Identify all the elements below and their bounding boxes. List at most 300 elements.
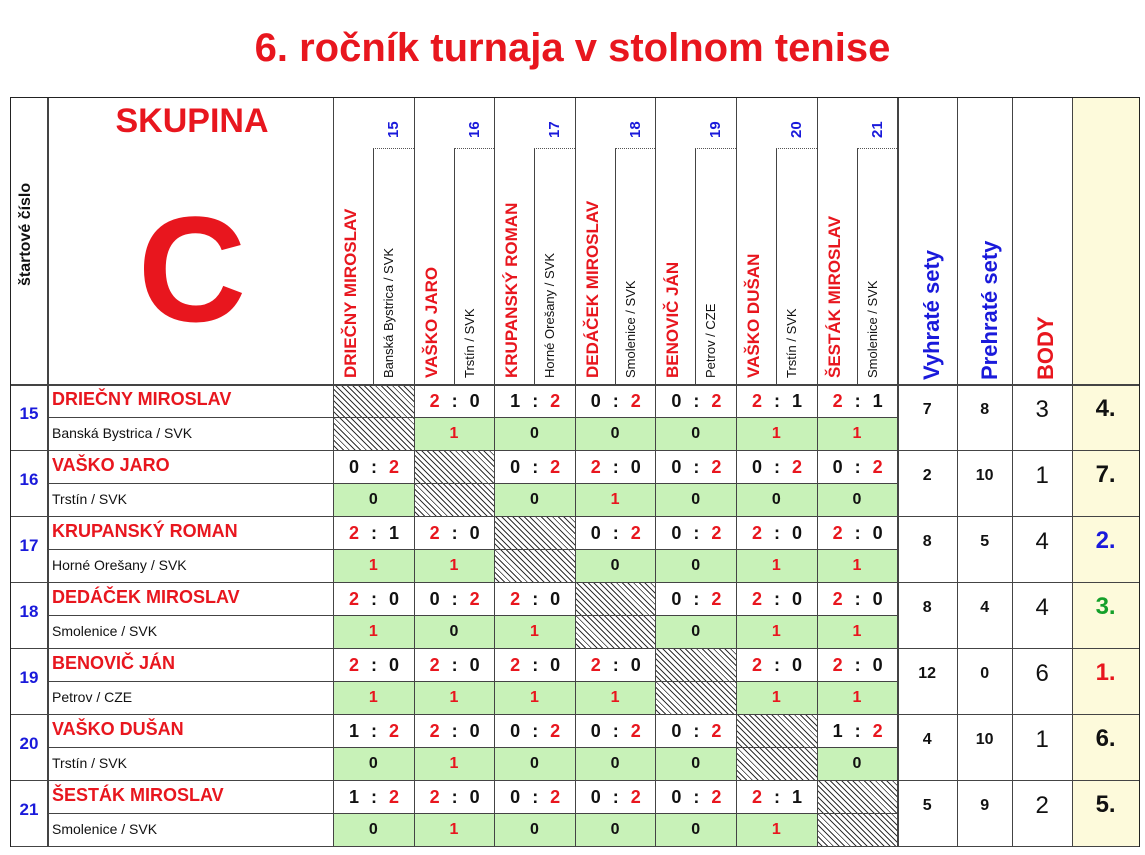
match-points: 1 — [368, 689, 378, 706]
match-points: 1 — [771, 425, 781, 442]
col-num-divider — [615, 148, 656, 149]
row-player-name: VAŠKO JARO — [52, 455, 170, 475]
score-home: 2 — [751, 589, 762, 609]
match-points: 1 — [610, 689, 620, 706]
match-points: 1 — [852, 623, 862, 640]
match-points: 1 — [610, 491, 620, 508]
score-away: 2 — [872, 721, 883, 741]
match-score — [736, 782, 817, 812]
column-player-club: Trstín / SVK — [461, 308, 477, 378]
row-player-name: KRUPANSKÝ ROMAN — [52, 521, 238, 541]
col-num-divider — [373, 148, 414, 149]
score-separator: : — [693, 391, 700, 411]
score-away: 2 — [630, 523, 641, 543]
match-score — [817, 716, 898, 746]
match-score — [575, 782, 656, 812]
match-points: 1 — [771, 689, 781, 706]
score-away: 2 — [630, 391, 641, 411]
score-away: 0 — [791, 655, 802, 675]
col-sub-line — [695, 148, 696, 384]
column-player-name: DRIEČNY MIROSLAV — [341, 208, 360, 378]
match-score — [655, 452, 736, 482]
column-start-number: 20 — [788, 121, 805, 138]
lost-sets-value: 10 — [975, 467, 994, 484]
match-points: 1 — [771, 623, 781, 640]
column-start-number: 15 — [385, 121, 402, 138]
grid-hline-half — [47, 615, 897, 616]
score-away: 2 — [550, 721, 561, 741]
score-away: 1 — [791, 787, 802, 807]
score-separator: : — [612, 523, 619, 543]
column-player-club: Horné Orešany / SVK — [542, 253, 558, 378]
match-score — [333, 716, 414, 746]
score-separator: : — [451, 787, 458, 807]
match-points: 0 — [449, 623, 459, 640]
match-score — [817, 584, 898, 614]
row-player-club: Smolenice / SVK — [52, 623, 158, 639]
rank-value: 7. — [1095, 461, 1116, 488]
score-separator: : — [774, 391, 780, 411]
score-home: 1 — [348, 787, 359, 807]
match-score — [575, 650, 656, 680]
match-score — [575, 518, 656, 548]
match-score — [414, 386, 495, 416]
col-sub-line — [373, 148, 374, 384]
score-away: 0 — [469, 787, 480, 807]
row-start-number: 17 — [19, 536, 39, 555]
column-player-club: Petrov / CZE — [703, 303, 719, 378]
score-home: 1 — [348, 721, 359, 741]
score-away: 2 — [791, 457, 802, 477]
score-separator: : — [612, 655, 619, 675]
row-start-number: 15 — [19, 404, 39, 423]
match-points: 1 — [771, 821, 781, 838]
match-score — [414, 782, 495, 812]
start-number-header: štartové číslo — [17, 182, 34, 286]
match-score — [736, 518, 817, 548]
score-home: 0 — [510, 457, 521, 477]
score-separator: : — [371, 589, 377, 609]
score-away: 0 — [872, 655, 883, 675]
score-separator: : — [371, 787, 377, 807]
score-home: 2 — [429, 721, 440, 741]
score-separator: : — [693, 787, 700, 807]
score-home: 0 — [590, 721, 601, 741]
row-start-number: 18 — [19, 602, 39, 621]
won-sets-value: 12 — [918, 665, 937, 682]
col-sub-line — [857, 148, 858, 384]
score-home: 0 — [590, 787, 601, 807]
score-home: 2 — [348, 523, 359, 543]
score-separator: : — [854, 457, 861, 477]
score-away: 0 — [872, 523, 883, 543]
match-score — [817, 452, 898, 482]
score-home: 0 — [429, 589, 440, 609]
points-value: 1 — [1035, 462, 1049, 489]
score-home: 2 — [832, 589, 843, 609]
match-score — [333, 518, 414, 548]
score-home: 0 — [671, 391, 682, 411]
points-value: 4 — [1035, 528, 1049, 555]
score-home: 0 — [671, 787, 682, 807]
score-separator: : — [371, 721, 377, 741]
row-start-number: 16 — [19, 470, 39, 489]
row-start-number: 21 — [19, 800, 39, 819]
match-points: 1 — [368, 557, 378, 574]
score-separator: : — [451, 721, 458, 741]
match-score — [414, 716, 495, 746]
match-score — [414, 650, 495, 680]
match-score — [736, 386, 817, 416]
won-sets-value: 2 — [922, 467, 932, 484]
match-points: 0 — [530, 821, 539, 838]
match-score — [575, 716, 656, 746]
score-home: 2 — [751, 523, 762, 543]
column-player-name: ŠESTÁK MIROSLAV — [824, 215, 844, 378]
match-points: 0 — [610, 425, 620, 442]
match-points: 0 — [530, 755, 539, 772]
score-separator: : — [451, 589, 458, 609]
grid-vline-thick — [48, 98, 49, 846]
rank-header-bg — [1072, 98, 1139, 384]
lost-sets-header: Prehraté sety — [977, 240, 1002, 380]
score-home: 2 — [429, 787, 440, 807]
grid-hline — [11, 450, 1139, 451]
match-points: 0 — [368, 491, 378, 508]
page-title: 6. ročník turnaja v stolnom tenise — [254, 26, 891, 70]
grid-hline-half — [47, 813, 897, 814]
score-home: 2 — [832, 523, 843, 543]
score-home: 0 — [590, 523, 601, 543]
score-away: 2 — [872, 457, 883, 477]
score-separator: : — [532, 391, 539, 411]
match-points: 1 — [449, 689, 459, 706]
match-score — [575, 452, 656, 482]
column-player-club: Banská Bystrica / SVK — [381, 247, 396, 378]
score-home: 2 — [751, 391, 762, 411]
match-points: 1 — [852, 425, 862, 442]
match-points: 0 — [368, 821, 378, 838]
score-separator: : — [854, 523, 861, 543]
match-score — [494, 584, 575, 614]
score-away: 0 — [388, 655, 399, 675]
won-sets-value: 8 — [922, 533, 932, 550]
score-home: 0 — [348, 457, 359, 477]
score-home: 2 — [590, 457, 601, 477]
score-away: 0 — [791, 523, 802, 543]
match-points: 0 — [852, 491, 862, 508]
score-home: 1 — [832, 721, 843, 741]
match-score — [736, 650, 817, 680]
score-away: 0 — [469, 721, 480, 741]
grid-hline — [11, 846, 1139, 847]
score-away: 0 — [469, 391, 480, 411]
row-player-name: DRIEČNY MIROSLAV — [52, 389, 232, 409]
score-away: 0 — [550, 655, 561, 675]
won-sets-value: 5 — [922, 797, 932, 814]
match-points: 0 — [852, 755, 862, 772]
score-separator: : — [693, 523, 700, 543]
score-away: 2 — [711, 523, 722, 543]
points-value: 3 — [1035, 396, 1049, 423]
score-separator: : — [371, 655, 377, 675]
match-points: 0 — [530, 491, 539, 508]
match-points: 1 — [449, 557, 459, 574]
match-score — [736, 584, 817, 614]
score-separator: : — [854, 391, 861, 411]
points-value: 1 — [1035, 726, 1049, 753]
row-player-name: DEDÁČEK MIROSLAV — [52, 587, 240, 607]
match-score — [817, 518, 898, 548]
rank-value: 1. — [1095, 659, 1116, 686]
row-start-number: 19 — [19, 668, 39, 687]
match-score — [494, 782, 575, 812]
match-points: 0 — [691, 755, 701, 772]
score-away: 1 — [791, 391, 802, 411]
score-home: 2 — [751, 787, 762, 807]
score-home: 0 — [510, 787, 521, 807]
match-points: 1 — [852, 557, 862, 574]
row-player-name: BENOVIČ JÁN — [52, 653, 176, 673]
match-points: 0 — [691, 821, 701, 838]
score-separator: : — [451, 391, 458, 411]
row-player-club: Petrov / CZE — [52, 689, 133, 705]
match-points: 1 — [449, 425, 459, 442]
column-player-name: DEDÁČEK MIROSLAV — [582, 200, 602, 378]
score-home: 0 — [671, 721, 682, 741]
grid-hline — [11, 516, 1139, 517]
score-separator: : — [774, 655, 780, 675]
score-away: 0 — [550, 589, 561, 609]
row-player-club: Trstín / SVK — [52, 491, 127, 507]
match-score — [333, 782, 414, 812]
points-header: BODY — [1033, 316, 1058, 380]
score-home: 0 — [671, 523, 682, 543]
lost-sets-value: 9 — [980, 797, 990, 814]
score-home: 2 — [429, 523, 440, 543]
rank-value: 2. — [1095, 527, 1116, 554]
points-value: 2 — [1035, 792, 1049, 819]
won-sets-value: 4 — [922, 731, 932, 748]
col-num-divider — [454, 148, 495, 149]
row-player-club: Smolenice / SVK — [52, 821, 158, 837]
match-score — [655, 518, 736, 548]
score-separator: : — [532, 457, 539, 477]
won-sets-header: Vyhraté sety — [919, 249, 944, 380]
match-points: 0 — [771, 491, 781, 508]
match-score — [655, 716, 736, 746]
match-score — [333, 584, 414, 614]
rank-value: 6. — [1095, 725, 1116, 752]
col-sub-line — [534, 148, 535, 384]
lost-sets-value: 5 — [980, 533, 990, 550]
match-score — [817, 386, 898, 416]
results-table — [10, 97, 1140, 847]
score-away: 2 — [550, 391, 561, 411]
score-home: 0 — [510, 721, 521, 741]
match-points: 0 — [691, 425, 701, 442]
match-points: 0 — [691, 623, 701, 640]
rank-value: 5. — [1095, 791, 1116, 818]
match-score — [494, 386, 575, 416]
score-away: 2 — [711, 589, 722, 609]
column-start-number: 19 — [707, 121, 725, 138]
group-label: SKUPINA — [115, 102, 269, 140]
score-away: 2 — [711, 721, 722, 741]
match-score — [575, 386, 656, 416]
match-points: 1 — [530, 689, 539, 706]
score-away: 2 — [550, 787, 561, 807]
score-separator: : — [371, 523, 377, 543]
score-away: 0 — [630, 655, 641, 675]
match-points: 0 — [691, 557, 701, 574]
score-home: 2 — [429, 391, 440, 411]
match-points: 1 — [368, 623, 378, 640]
col-num-divider — [776, 148, 817, 149]
score-home: 2 — [832, 391, 843, 411]
column-player-club: Smolenice / SVK — [622, 280, 638, 378]
match-score — [414, 518, 495, 548]
score-separator: : — [532, 589, 539, 609]
col-sub-line — [454, 148, 455, 384]
score-separator: : — [774, 589, 780, 609]
score-away: 2 — [550, 457, 561, 477]
column-start-number: 17 — [546, 121, 564, 138]
score-separator: : — [532, 721, 539, 741]
column-player-name: KRUPANSKÝ ROMAN — [502, 202, 522, 378]
score-separator: : — [612, 787, 619, 807]
grid-hline — [11, 648, 1139, 649]
points-value: 4 — [1035, 594, 1049, 621]
score-home: 2 — [832, 655, 843, 675]
match-score — [333, 452, 414, 482]
grid-hline-half — [47, 483, 897, 484]
score-away: 0 — [872, 589, 883, 609]
score-home: 2 — [429, 655, 440, 675]
grid-hline-half — [47, 549, 897, 550]
match-points: 1 — [530, 623, 539, 640]
match-points: 1 — [771, 557, 781, 574]
score-separator: : — [612, 391, 619, 411]
won-sets-value: 7 — [922, 401, 932, 418]
column-start-number: 21 — [868, 121, 886, 138]
match-points: 0 — [368, 755, 378, 772]
row-player-club: Horné Orešany / SVK — [52, 557, 187, 573]
score-separator: : — [854, 655, 861, 675]
score-away: 2 — [630, 721, 641, 741]
score-away: 2 — [388, 721, 399, 741]
match-points: 0 — [530, 425, 539, 442]
score-away: 2 — [469, 589, 480, 609]
match-score — [736, 452, 817, 482]
group-letter: C — [137, 185, 247, 353]
column-player-club: Smolenice / SVK — [864, 280, 880, 378]
score-separator: : — [774, 523, 780, 543]
rank-value: 4. — [1095, 395, 1116, 422]
score-separator: : — [612, 457, 619, 477]
match-score — [333, 650, 414, 680]
grid-hline — [11, 780, 1139, 781]
score-separator: : — [693, 457, 700, 477]
score-home: 2 — [348, 655, 359, 675]
score-home: 2 — [590, 655, 601, 675]
score-home: 0 — [751, 457, 762, 477]
score-away: 1 — [388, 523, 399, 543]
score-away: 0 — [469, 523, 480, 543]
score-separator: : — [612, 721, 619, 741]
score-away: 2 — [388, 457, 399, 477]
score-home: 2 — [510, 655, 521, 675]
column-player-name: VAŠKO DUŠAN — [744, 253, 763, 378]
lost-sets-value: 10 — [975, 731, 994, 748]
match-score — [655, 782, 736, 812]
grid-hline-half — [47, 417, 897, 418]
score-away: 2 — [711, 457, 722, 477]
score-away: 0 — [469, 655, 480, 675]
score-separator: : — [451, 523, 458, 543]
rank-value: 3. — [1095, 593, 1116, 620]
score-separator: : — [451, 655, 458, 675]
row-start-number: 20 — [19, 734, 39, 753]
score-away: 0 — [791, 589, 802, 609]
grid-hline-half — [47, 747, 897, 748]
match-points: 0 — [610, 821, 620, 838]
score-separator: : — [532, 787, 539, 807]
score-away: 2 — [630, 787, 641, 807]
col-num-divider — [695, 148, 736, 149]
score-separator: : — [854, 589, 861, 609]
col-num-divider — [534, 148, 575, 149]
score-separator: : — [371, 457, 377, 477]
match-score — [494, 650, 575, 680]
lost-sets-value: 0 — [980, 665, 990, 682]
score-separator: : — [854, 721, 861, 741]
column-start-number: 18 — [626, 121, 644, 138]
column-player-club: Trstín / SVK — [784, 308, 799, 378]
match-score — [494, 716, 575, 746]
grid-hline — [11, 714, 1139, 715]
score-home: 0 — [832, 457, 843, 477]
lost-sets-value: 8 — [980, 401, 990, 418]
match-score — [817, 650, 898, 680]
lost-sets-value: 4 — [980, 599, 990, 616]
col-sub-line — [615, 148, 616, 384]
match-points: 1 — [852, 689, 862, 706]
match-points: 0 — [610, 557, 620, 574]
column-player-name: BENOVIČ JÁN — [663, 261, 683, 378]
match-points: 1 — [449, 755, 459, 772]
column-start-number: 16 — [465, 121, 483, 138]
match-score — [494, 452, 575, 482]
score-home: 2 — [751, 655, 762, 675]
col-num-divider — [857, 148, 898, 149]
grid-hline-half — [47, 681, 897, 682]
score-away: 0 — [388, 589, 399, 609]
match-score — [655, 584, 736, 614]
score-away: 1 — [872, 391, 883, 411]
match-score — [414, 584, 495, 614]
score-home: 0 — [671, 457, 682, 477]
score-separator: : — [774, 457, 780, 477]
score-separator: : — [693, 721, 700, 741]
column-player-name: VAŠKO JARO — [421, 266, 441, 378]
points-value: 6 — [1035, 660, 1049, 687]
score-home: 2 — [510, 589, 521, 609]
score-home: 0 — [671, 589, 682, 609]
score-home: 2 — [348, 589, 359, 609]
score-home: 0 — [590, 391, 601, 411]
won-sets-value: 8 — [922, 599, 932, 616]
